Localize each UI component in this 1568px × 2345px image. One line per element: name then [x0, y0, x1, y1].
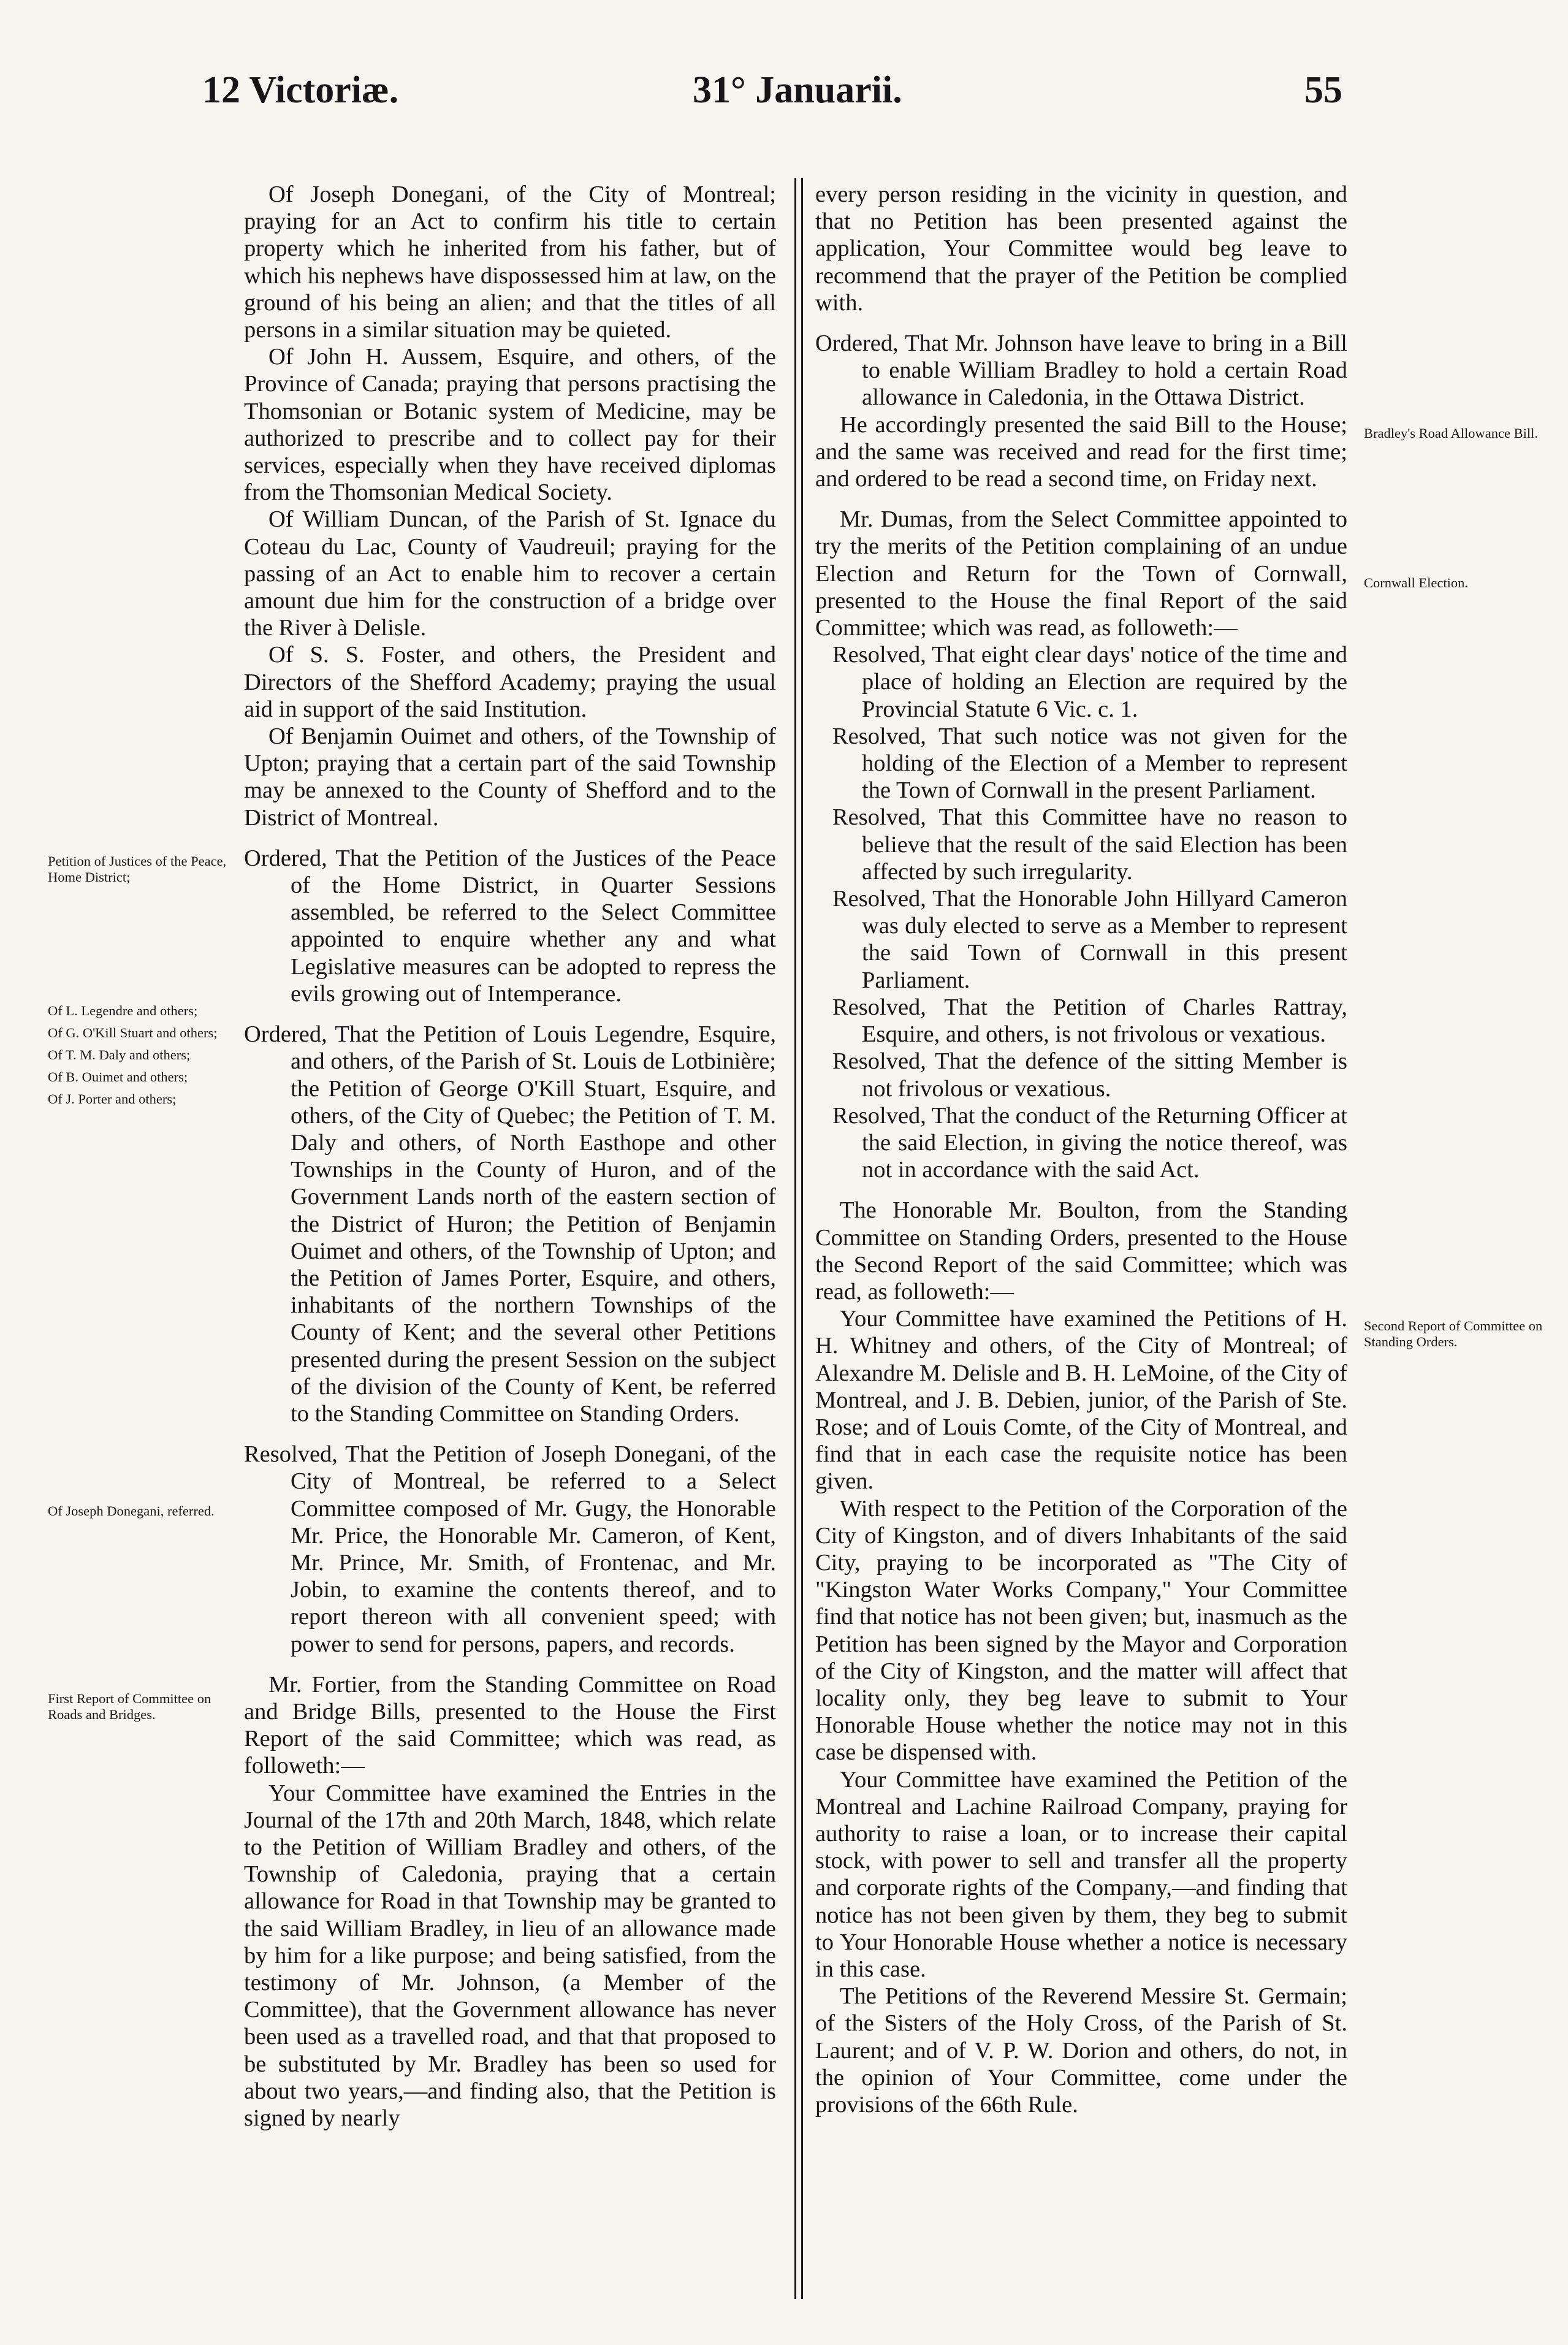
margin-note-justices: Petition of Justices of the Peace, Home District; — [48, 853, 227, 885]
resolution-petition-not-frivolous: Resolved, That the Petition of Charles Rattray, Esquire, and others, is not frivolous or vexatious. — [832, 994, 1347, 1048]
petition-foster: Of S. S. Foster, and others, the President and Directors of the Shefford Academy; praying the usual aid in support of the said Institution. — [244, 642, 776, 722]
resolution-notice-not-given: Resolved, That such notice was not given for the holding of the Election of a Member to represent the Town of Cornwall in the present Parliament. — [832, 723, 1347, 804]
first-report-roads-bridges: Mr. Fortier, from the Standing Committee on Road and Bridge Bills, presented to the House the First Report of the said Committee; which was read, as followeth:— — [244, 1671, 776, 1779]
margin-note-donegani: Of Joseph Donegani, referred. — [48, 1503, 215, 1519]
margin-note-first-report: First Report of Committee on Roads and Bridges. — [48, 1691, 211, 1722]
regnal-year: 12 Victoriæ. — [202, 69, 399, 111]
report-text-bradley: Your Committee have examined the Entries in the Journal of the 17th and 20th March, 1848, which relate to the Petition of William Bradley and others, of the Township of Caledonia, praying that a certain allowance for Road in that Township may be granted to the said William Bradley, in lieu of an allowance made by him for a like purpose; and being satisfied, from the testimony of Mr. Johnson, (a Member of the Committee), that the Government allowance has never been used as a travelled road, and that that proposed to be substituted by Mr. Bradley has been so used for about two years,—and finding also, that the Petition is signed by nearly — [244, 1780, 776, 2132]
bill-first-reading: He accordingly presented the said Bill to the House; and the same was received and read for the first time; and ordered to be read a second time, on Friday next. — [815, 411, 1347, 492]
report-66th-rule: The Petitions of the Reverend Messire St. Germain; of the Sisters of the Holy Cross, of the Parish of St. Laurent; and of V. P. W. Dorion and others, do not, in the opinion of Your Committee, come under the provisions of the 66th Rule. — [815, 1983, 1347, 2118]
left-column — [244, 181, 776, 2132]
resolution-notice-required: Resolved, That eight clear days' notice of the time and place of holding an Election are required by the Provincial Statute 6 Vic. c. 1. — [832, 642, 1347, 722]
second-report-standing-orders: The Honorable Mr. Boulton, from the Standing Committee on Standing Orders, presented to the House the Second Report of the said Committee; which was read, as followeth:— — [815, 1197, 1347, 1305]
report-montreal-lachine-railroad: Your Committee have examined the Petition of the Montreal and Lachine Railroad Company, praying for authority to raise a loan, or to increase their capital stock, with power to sell and transfer all the property and corporate rights of the Company,—and finding that notice has not been given by them, they beg to submit to Your Honorable House whether a notice is necessary in this case. — [815, 1766, 1347, 1982]
resolution-donegani-committee: Resolved, That the Petition of Joseph Donegani, of the City of Montreal, be referred to a Select Committee composed of Mr. Gugy, the Honorable Mr. Price, the Honorable Mr. Cameron, of Kent, Mr. Prince, Mr. Smith, of Frontenac, and Mr. Jobin, to examine the contents thereof, and to report thereon with all convenient speed; with power to send for persons, papers, and records. — [244, 1441, 776, 1657]
right-column — [815, 181, 1347, 2118]
resolution-defence-not-frivolous: Resolved, That the defence of the sitting Member is not frivolous or vexatious. — [832, 1048, 1347, 1102]
margin-note-ouimet: Of B. Ouimet and others; — [48, 1069, 188, 1085]
margin-note-legendre: Of L. Legendre and others; — [48, 1003, 198, 1018]
column-divider — [794, 178, 803, 2299]
order-justices-petition: Ordered, That the Petition of the Justices of the Peace of the Home District, in Quarter Sessions assembled, be referred to the Select Committee appointed to enquire whether any and what Legislative measures can be adopted to repress the evils growing out of Intemperance. — [244, 845, 776, 1007]
order-division-petitions: Ordered, That the Petition of Louis Legendre, Esquire, and others, of the Parish of St. Louis de Lotbinière; the Petition of George O'Kill Stuart, Esquire, and others, of the City of Quebec; the Petition of T. M. Daly and others, of North Easthope and other Townships in the County of Huron, and of the Government Lands north of the eastern section of the District of Huron; the Petition of Benjamin Ouimet and others, of the Township of Upton; and the Petition of James Porter, Esquire, and others, inhabitants of the northern Townships of the County of Kent; and the several other Petitions presented during the present Session on the subject of the division of the County of Kent, be referred to the Standing Committee on Standing Orders. — [244, 1021, 776, 1427]
report-kingston-water-works: With respect to the Petition of the Corporation of the City of Kingston, and of divers Inhabitants of the said City, praying to be incorporated as "The City of "Kingston Water Works Company," Your Committee find that notice has not been given; but, inasmuch as the Petition has been signed by the Mayor and Corporation of the City of Kingston, and the matter will affect that locality only, they beg leave to submit to Your Honorable House whether the notice may not in this case be dispensed with. — [815, 1495, 1347, 1766]
petition-aussem: Of John H. Aussem, Esquire, and others, of the Province of Canada; praying that persons practising the Thomsonian or Botanic system of Medicine, may be authorized to prescribe and to collect pay for their services, especially when they have received diplomas from the Thomsonian Medical Society. — [244, 344, 776, 506]
order-bradley-bill: Ordered, That Mr. Johnson have leave to bring in a Bill to enable William Bradley to hold a certain Road allowance in Caledonia, in the Ottawa District. — [815, 330, 1347, 411]
report-notice-given: Your Committee have examined the Petitions of H. H. Whitney and others, of the City of Montreal; of Alexandre M. Delisle and B. H. LeMoine, of the City of Montreal, and J. B. Debien, junior, of the Parish of Ste. Rose; and of Louis Comte, of the City of Montreal, and find that in each case the requisite notice has been given. — [815, 1306, 1347, 1495]
petition-duncan: Of William Duncan, of the Parish of St. Ignace du Coteau du Lac, County of Vaudreuil; praying for the passing of an Act to enable him to recover a certain amount due him for the construction of a bridge over the River à Delisle. — [244, 506, 776, 641]
resolution-no-effect: Resolved, That this Committee have no reason to believe that the result of the said Election has been affected by such irregularity. — [832, 804, 1347, 885]
margin-note-porter: Of J. Porter and others; — [48, 1091, 177, 1107]
page-header — [202, 69, 1342, 124]
report-text-continued: every person residing in the vicinity in question, and that no Petition has been presented against the application, Your Committee would beg leave to recommend that the prayer of the Petition be complied with. — [815, 181, 1347, 316]
margin-note-bradley-bill: Bradley's Road Allowance Bill. — [1364, 425, 1539, 441]
margin-note-second-report: Second Report of Committee on Standing Orders. — [1364, 1318, 1543, 1349]
margin-note-legendre-group — [48, 1003, 232, 1113]
page-number: 55 — [1304, 69, 1342, 111]
margin-note-daly: Of T. M. Daly and others; — [48, 1047, 191, 1062]
cornwall-election-report: Mr. Dumas, from the Select Committee appointed to try the merits of the Petition complaining of an undue Election and Return for the Town of Cornwall, presented to the House the final Report of the said Committee; which was read, as followeth:— — [815, 506, 1347, 641]
resolution-cameron-elected: Resolved, That the Honorable John Hillyard Cameron was duly elected to serve as a Member to represent the said Town of Cornwall in this present Parliament. — [832, 886, 1347, 993]
petition-ouimet: Of Benjamin Ouimet and others, of the Township of Upton; praying that a certain part of the said Township may be annexed to the County of Shefford and to the District of Montreal. — [244, 723, 776, 831]
margin-note-cornwall: Cornwall Election. — [1364, 575, 1468, 590]
journal-date: 31° Januarii. — [693, 69, 902, 111]
resolution-returning-officer: Resolved, That the conduct of the Returning Officer at the said Election, in giving the notice thereof, was not in accordance with the said Act. — [832, 1102, 1347, 1183]
margin-note-stuart: Of G. O'Kill Stuart and others; — [48, 1025, 218, 1040]
petition-donegani: Of Joseph Donegani, of the City of Montreal; praying for an Act to confirm his title to certain property which he inherited from his father, but of which his nephews have dispossessed him at law, on the ground of his being an alien; and that the titles of all persons in a similar situation may be quieted. — [244, 181, 776, 343]
